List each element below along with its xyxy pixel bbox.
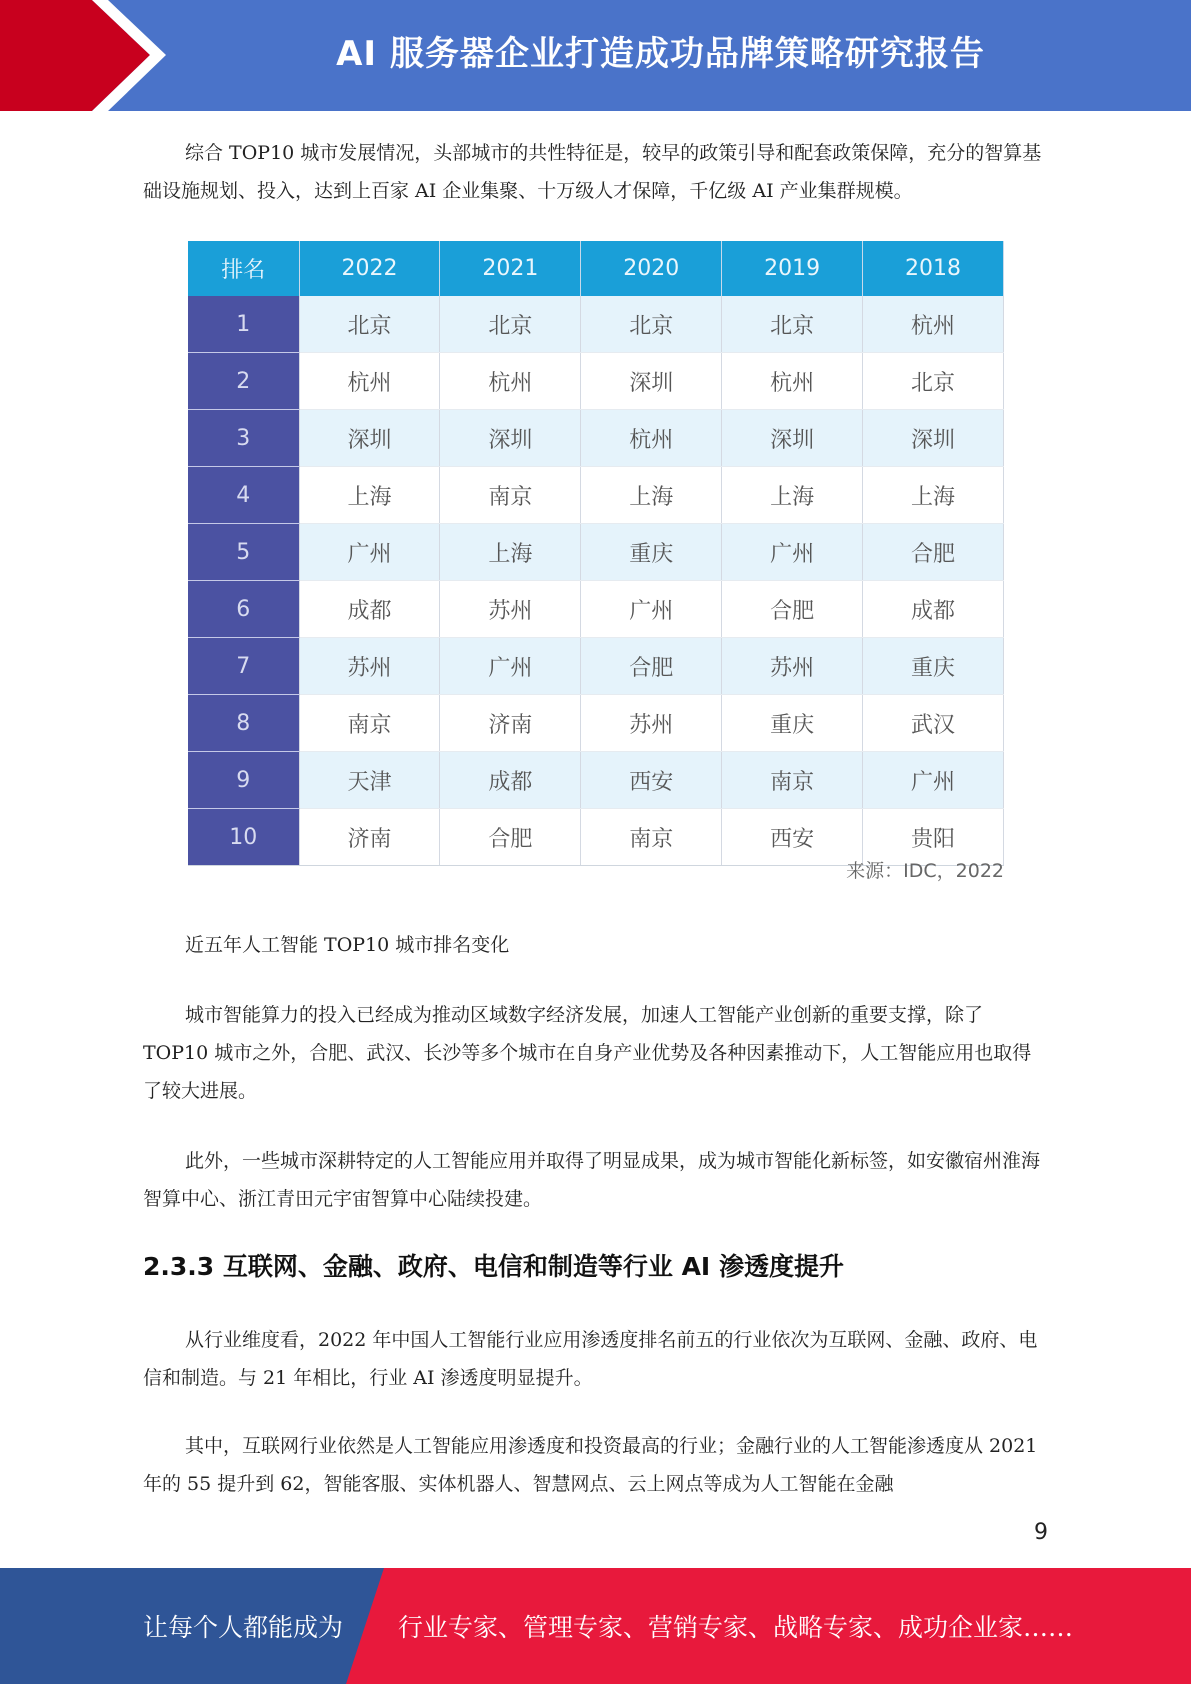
- paragraph-4: 从行业维度看，2022 年中国人工智能行业应用渗透度排名前五的行业依次为互联网、金融、政府、电信和制造。与 21 年相比，行业 AI 渗透度明显提升。: [143, 1329, 1038, 1389]
- rank-cell: 1: [188, 296, 299, 353]
- rank-cell: 6: [188, 581, 299, 638]
- city-cell: 杭州: [722, 353, 863, 410]
- city-cell: 广州: [863, 752, 1004, 809]
- city-cell: 成都: [440, 752, 581, 809]
- city-cell: 广州: [440, 638, 581, 695]
- table-row: [188, 695, 1004, 752]
- city-cell: 杭州: [863, 296, 1004, 353]
- page-footer: [0, 1568, 1191, 1684]
- city-cell: 南京: [440, 467, 581, 524]
- city-cell: 济南: [440, 695, 581, 752]
- rank-cell: 7: [188, 638, 299, 695]
- city-cell: 南京: [722, 752, 863, 809]
- city-cell: 苏州: [440, 581, 581, 638]
- city-cell: 南京: [581, 809, 722, 866]
- table-header-cell: 2019: [722, 241, 863, 296]
- city-cell: 成都: [863, 581, 1004, 638]
- table-header-cell: 2020: [581, 241, 722, 296]
- table-row: [188, 353, 1004, 410]
- section-heading: 2.3.3 互联网、金融、政府、电信和制造等行业 AI 渗透度提升: [143, 1252, 844, 1281]
- city-cell: 上海: [722, 467, 863, 524]
- table-row: [188, 638, 1004, 695]
- city-cell: 杭州: [581, 410, 722, 467]
- city-cell: 深圳: [299, 410, 440, 467]
- city-cell: 西安: [581, 752, 722, 809]
- city-cell: 上海: [299, 467, 440, 524]
- rank-cell: 3: [188, 410, 299, 467]
- city-cell: 上海: [581, 467, 722, 524]
- rank-cell: 10: [188, 809, 299, 866]
- city-cell: 重庆: [722, 695, 863, 752]
- table-header-cell: 排名: [188, 241, 299, 296]
- city-cell: 武汉: [863, 695, 1004, 752]
- header-title: AI 服务器企业打造成功品牌策略研究报告: [336, 34, 985, 74]
- city-cell: 深圳: [722, 410, 863, 467]
- table-row: [188, 467, 1004, 524]
- city-cell: 北京: [440, 296, 581, 353]
- rank-cell: 9: [188, 752, 299, 809]
- city-cell: 重庆: [581, 524, 722, 581]
- city-cell: 重庆: [863, 638, 1004, 695]
- table-body: [188, 296, 1004, 866]
- city-cell: 苏州: [299, 638, 440, 695]
- city-cell: 贵阳: [863, 809, 1004, 866]
- rank-cell: 8: [188, 695, 299, 752]
- table-header-cell: 2018: [863, 241, 1004, 296]
- table-source: 来源：IDC，2022: [846, 860, 1004, 882]
- table-header-cell: 2021: [440, 241, 581, 296]
- city-cell: 苏州: [581, 695, 722, 752]
- table-row: [188, 410, 1004, 467]
- city-cell: 杭州: [440, 353, 581, 410]
- city-cell: 苏州: [722, 638, 863, 695]
- city-cell: 济南: [299, 809, 440, 866]
- city-cell: 北京: [722, 296, 863, 353]
- table-row: [188, 752, 1004, 809]
- city-cell: 北京: [299, 296, 440, 353]
- rank-cell: 2: [188, 353, 299, 410]
- page-number: 9: [1034, 1520, 1048, 1545]
- paragraph-2: 城市智能算力的投入已经成为推动区域数字经济发展，加速人工智能产业创新的重要支撑，除了 TOP10 城市之外，合肥、武汉、长沙等多个城市在自身产业优势及各种因素推动下，人工智能应用也取得了较大进展。: [143, 1004, 1032, 1102]
- city-cell: 深圳: [581, 353, 722, 410]
- city-cell: 南京: [299, 695, 440, 752]
- city-cell: 上海: [440, 524, 581, 581]
- intro-paragraph: 综合 TOP10 城市发展情况，头部城市的共性特征是，较早的政策引导和配套政策保障，充分的智算基础设施规划、投入，达到上百家 AI 企业集聚、十万级人才保障，千亿级 AI 产业集群规模。: [143, 142, 1042, 202]
- table-row: [188, 296, 1004, 353]
- city-cell: 杭州: [299, 353, 440, 410]
- city-cell: 深圳: [440, 410, 581, 467]
- table-header-row: [188, 241, 1004, 296]
- city-cell: 成都: [299, 581, 440, 638]
- city-cell: 上海: [863, 467, 1004, 524]
- city-cell: 广州: [299, 524, 440, 581]
- paragraph-5: 其中，互联网行业依然是人工智能应用渗透度和投资最高的行业；金融行业的人工智能渗透度从 2021 年的 55 提升到 62，智能客服、实体机器人、智慧网点、云上网点等成为人工智能在金融: [143, 1435, 1038, 1495]
- city-cell: 北京: [581, 296, 722, 353]
- paragraph-3: 此外，一些城市深耕特定的人工智能应用并取得了明显成果，成为城市智能化新标签，如安徽宿州淮海智算中心、浙江青田元宇宙智算中心陆续投建。: [143, 1150, 1041, 1210]
- city-cell: 天津: [299, 752, 440, 809]
- table-header-cell: 2022: [299, 241, 440, 296]
- city-cell: 合肥: [863, 524, 1004, 581]
- city-cell: 西安: [722, 809, 863, 866]
- table-row: [188, 524, 1004, 581]
- rank-cell: 4: [188, 467, 299, 524]
- city-ranking-table: [188, 241, 1004, 866]
- footer-slogan-left: 让每个人都能成为: [143, 1613, 344, 1642]
- city-cell: 深圳: [863, 410, 1004, 467]
- page-header: [0, 0, 1191, 111]
- city-cell: 广州: [581, 581, 722, 638]
- table-caption: 近五年人工智能 TOP10 城市排名变化: [185, 934, 510, 956]
- rank-cell: 5: [188, 524, 299, 581]
- table-row: [188, 581, 1004, 638]
- city-cell: 合肥: [440, 809, 581, 866]
- city-cell: 北京: [863, 353, 1004, 410]
- footer-slogan-right: 行业专家、管理专家、营销专家、战略专家、成功企业家……: [398, 1613, 1074, 1642]
- city-cell: 合肥: [581, 638, 722, 695]
- city-cell: 广州: [722, 524, 863, 581]
- city-cell: 合肥: [722, 581, 863, 638]
